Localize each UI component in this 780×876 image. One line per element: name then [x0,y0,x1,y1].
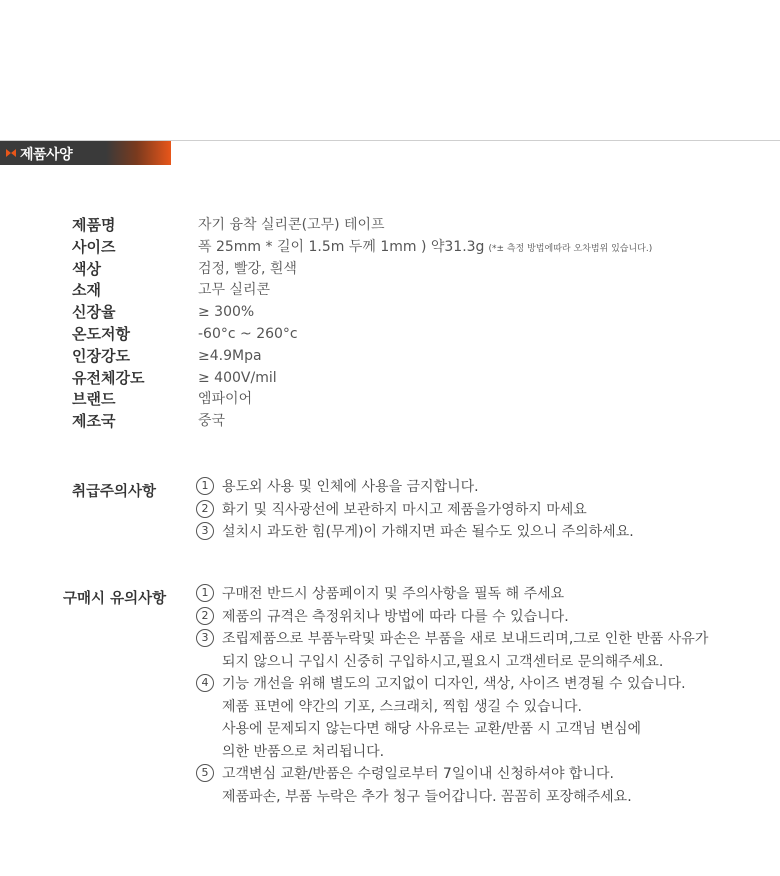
spec-value-text: ≥ 400V/mil [198,369,277,386]
spec-row [72,302,255,324]
spec-value-text: ≥ 300% [198,304,255,321]
circled-number: 2 [196,607,214,625]
notice-text: 제품의 규격은 측정위치나 방법에 따라 다를 수 있습니다. [222,608,569,625]
spec-row [72,324,298,346]
spec-row [72,389,253,411]
spec-row [72,368,277,390]
spec-label: 제품명 [72,216,116,234]
spec-value [198,302,254,324]
notice-text: 화기 및 직사광선에 보관하지 마시고 제품을가영하지 마세요 [222,501,587,518]
notice-text: 사용에 문제되지 않는다면 해당 사유로는 교환/반품 시 고객님 변심에 [222,721,641,737]
spec-value-text: 자기 융착 실리콘(고무) 테이프 [198,217,385,233]
handling-label: 취급주의사항 [72,484,157,500]
circled-number: 2 [196,500,214,518]
spec-note: (*± 측정 방법에따라 오차범위 있습니다.) [488,243,653,254]
spec-label: 브랜드 [72,390,116,409]
spec-value-text: 검정, 빨강, 흰색 [198,260,297,277]
notice-text: 되지 않으니 구입시 신중히 구입하시고,필요시 고객센터로 문의해주세요. [222,653,664,670]
spec-value [198,237,652,261]
spec-label: 소재 [72,281,101,300]
spec-row [72,215,385,237]
spec-value-text: 폭 25mm * 길이 1.5m 두께 1mm ) 약31.3g [198,238,485,255]
spec-row [72,280,271,302]
purchase-label: 구매시 유의사항 [63,591,167,607]
notice-line [196,583,708,606]
notice-text: 제품 표면에 약간의 기포, 스크래치, 찍힘 생길 수 있습니다. [222,698,583,715]
spec-value [198,411,225,433]
spec-value-text: 엠파이어 [198,391,253,408]
notice-text: 제품파손, 부품 누락은 추가 청구 들어갑니다. 꼼꼼히 포장해주세요. [222,788,632,805]
spec-value [198,346,262,368]
notice-text: 용도외 사용 및 인체에 사용을 금지합니다. [222,479,479,495]
notice-text: 의한 반품으로 처리됩니다. [222,743,385,760]
spec-value-text: -60°c ~ 260°c [198,325,298,342]
notice-text: 고객변심 교환/반품은 수령일로부터 7일이내 신청하셔야 합니다. [222,766,614,782]
spec-label: 온도저항 [72,324,130,343]
spec-value [198,259,297,281]
spec-value [198,215,385,237]
notice-line [196,786,708,809]
spec-table [72,215,653,433]
circled-number: 1 [196,477,214,495]
spec-label: 인장강도 [72,346,130,365]
spec-value-text: ≥4.9Mpa [198,347,262,364]
spec-row [72,259,297,281]
spec-label: 사이즈 [72,237,116,256]
bullet-bowtie-icon [6,147,16,159]
notice-line [196,521,634,544]
section-header [0,141,171,165]
circled-number: 3 [196,629,214,647]
spec-value [198,324,298,346]
spec-label: 유전체강도 [72,368,145,387]
spec-value [198,368,277,390]
notice-line [196,628,708,651]
notice-text: 설치시 과도한 힘(무게)이 가해지면 파손 될수도 있으니 주의하세요. [222,524,634,540]
circled-number: 4 [196,674,214,692]
notice-line [196,763,708,786]
handling-list [196,476,634,544]
notice-line [196,718,708,741]
purchase-list [196,583,708,808]
spec-row [72,237,653,259]
notice-text: 조립제품으로 부품누락및 파손은 부품을 새로 보내드리며,그로 인한 반품 사유가 [222,631,709,647]
notice-line [196,741,708,764]
notice-line [196,606,708,629]
spec-value [198,280,270,302]
notice-line [196,651,708,674]
spec-value-text: 중국 [198,413,226,430]
circled-number: 3 [196,522,214,540]
notice-line [196,673,708,696]
spec-row [72,411,226,433]
notice-text: 구매전 반드시 상품페이지 및 주의사항을 필독 해 주세요 [222,586,565,602]
circled-number: 1 [196,584,214,602]
spec-label: 색상 [72,259,101,278]
notice-line [196,476,634,499]
spec-value [198,389,252,411]
section-title: 제품사양 [20,147,73,163]
spec-label: 신장율 [72,303,116,322]
spec-label: 제조국 [72,412,116,431]
notice-text: 기능 개선을 위해 별도의 고지없이 디자인, 색상, 사이즈 변경될 수 있습니다. [222,676,686,692]
circled-number: 5 [196,764,214,782]
notice-line [196,499,634,522]
notice-line [196,696,708,719]
spec-row [72,346,262,368]
spec-value-text: 고무 실리콘 [198,282,271,299]
